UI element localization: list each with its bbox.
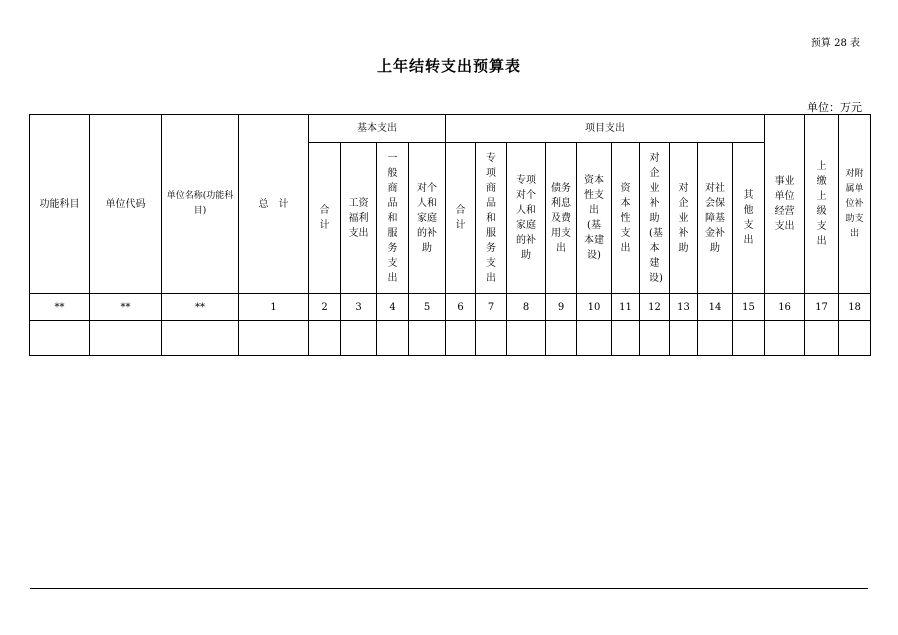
col-proj-enterprise-text: 对企业补助: [678, 182, 689, 254]
unit-label: 单位：万元: [807, 101, 862, 114]
index-cell: 9: [546, 294, 577, 321]
col-proj-enterprise-construction: [640, 143, 670, 294]
col-proj-enterprise-construction-text: 对企业补助(基本建设): [649, 152, 663, 284]
data-cell[interactable]: [377, 321, 409, 356]
col-basic-subsidy: [409, 143, 446, 294]
page-title: 上年结转支出预算表: [376, 57, 521, 75]
col-unit-name-text: 单位名称(功能科目): [166, 191, 234, 216]
col-unit-code: 单位代码: [90, 115, 162, 294]
col-basic-goods-text: 一般商品和服务支出: [387, 152, 398, 284]
data-cell[interactable]: [30, 321, 90, 356]
index-cell: 15: [733, 294, 765, 321]
col-proj-capital-text: 资本性支出: [620, 182, 631, 254]
col-proj-capital: [612, 143, 640, 294]
col-basic-subtotal: [309, 143, 341, 294]
budget-table: [29, 114, 871, 356]
col-affiliated-subsidy: [839, 115, 871, 294]
data-cell[interactable]: [476, 321, 507, 356]
index-cell: 7: [476, 294, 507, 321]
header-row-1: [30, 115, 871, 143]
col-unit-name: [162, 115, 239, 294]
index-cell: 17: [805, 294, 839, 321]
col-proj-goods-text: 专项商品和服务支出: [486, 152, 496, 284]
col-proj-debt-text: 债务利息及费用支出: [551, 182, 571, 254]
form-number: 预算 28 表: [810, 38, 860, 49]
col-proj-social-security-text: 对社会保障基金补助: [705, 182, 725, 254]
col-proj-other-text: 其他支出: [743, 190, 754, 246]
col-proj-goods: [476, 143, 507, 294]
data-cell[interactable]: [309, 321, 341, 356]
col-proj-capital-construction-text: 资本性支出(基本建设): [584, 175, 604, 261]
data-cell[interactable]: [839, 321, 871, 356]
data-cell[interactable]: [612, 321, 640, 356]
index-cell: 2: [309, 294, 341, 321]
index-cell: **: [90, 294, 162, 321]
data-cell[interactable]: [577, 321, 612, 356]
group-basic: 基本支出: [309, 115, 446, 143]
data-cell[interactable]: [765, 321, 805, 356]
col-proj-social-security: [698, 143, 733, 294]
data-cell[interactable]: [670, 321, 698, 356]
footer-divider: [30, 588, 868, 589]
data-cell[interactable]: [446, 321, 476, 356]
data-cell[interactable]: [409, 321, 446, 356]
data-cell[interactable]: [341, 321, 377, 356]
col-basic-subsidy-text: 对个人和家庭的补助: [417, 182, 437, 254]
data-cell[interactable]: [546, 321, 577, 356]
index-cell: 1: [239, 294, 309, 321]
col-proj-capital-construction: [577, 143, 612, 294]
group-project: 项目支出: [446, 115, 765, 143]
index-cell: 4: [377, 294, 409, 321]
col-business-ops-text: 事业单位经营支出: [774, 176, 795, 232]
col-proj-subtotal: [446, 143, 476, 294]
index-cell: **: [30, 294, 90, 321]
index-cell: 18: [839, 294, 871, 321]
col-upper-payment: [805, 115, 839, 294]
col-basic-subtotal-text: 合计: [319, 205, 330, 231]
col-business-ops: [765, 115, 805, 294]
col-func-subject: 功能科目: [30, 115, 90, 294]
index-cell: 6: [446, 294, 476, 321]
col-basic-goods: [377, 143, 409, 294]
data-cell[interactable]: [507, 321, 546, 356]
col-basic-salary-text: 工资福利支出: [348, 197, 369, 239]
index-cell: 11: [612, 294, 640, 321]
col-proj-enterprise: [670, 143, 698, 294]
index-cell: 3: [341, 294, 377, 321]
index-cell: 5: [409, 294, 446, 321]
data-cell[interactable]: [239, 321, 309, 356]
data-cell[interactable]: [90, 321, 162, 356]
col-upper-payment-text: 上缴上级支出: [816, 161, 827, 247]
data-cell[interactable]: [733, 321, 765, 356]
index-cell: 12: [640, 294, 670, 321]
index-cell: 10: [577, 294, 612, 321]
col-proj-debt: [546, 143, 577, 294]
data-cell[interactable]: [640, 321, 670, 356]
col-basic-salary: [341, 143, 377, 294]
data-cell[interactable]: [805, 321, 839, 356]
col-proj-subsidy: [507, 143, 546, 294]
col-proj-subtotal-text: 合计: [455, 205, 466, 231]
col-proj-subsidy-text: 专项对个人和家庭的补助: [516, 175, 536, 261]
index-cell: **: [162, 294, 239, 321]
index-cell: 8: [507, 294, 546, 321]
index-cell: 14: [698, 294, 733, 321]
data-cell[interactable]: [698, 321, 733, 356]
index-cell: 16: [765, 294, 805, 321]
col-total: 总 计: [239, 115, 309, 294]
data-row: [30, 321, 871, 356]
data-cell[interactable]: [162, 321, 239, 356]
index-cell: 13: [670, 294, 698, 321]
col-proj-other: [733, 143, 765, 294]
index-row: [30, 294, 871, 321]
col-affiliated-subsidy-text: 对附属单位补助支出: [845, 168, 864, 239]
